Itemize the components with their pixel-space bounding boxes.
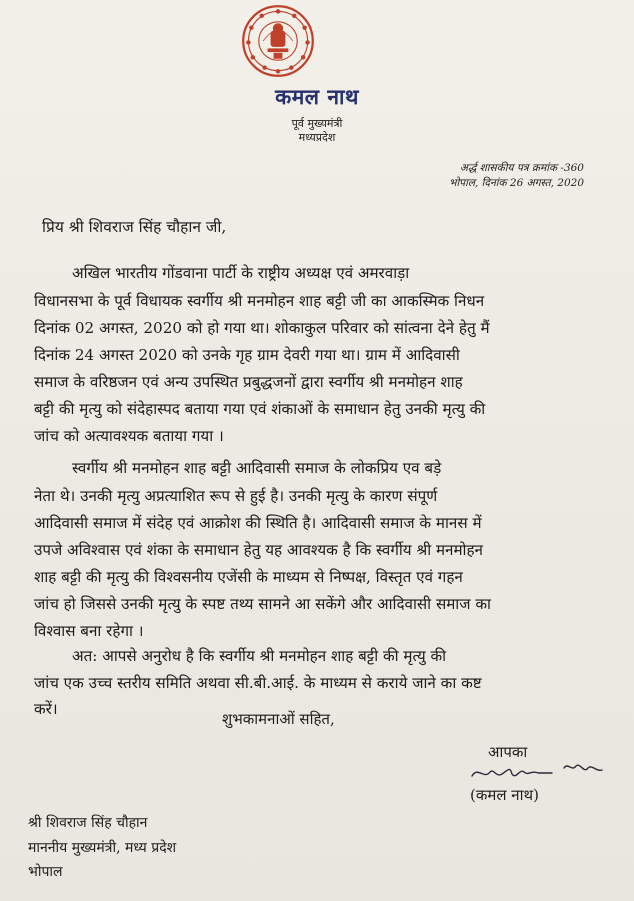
letterhead-designation: पूर्व मुख्यमंत्री [291,117,343,130]
paragraph-1-line: जांच को अत्यावश्यक बताया गया । [34,427,224,445]
paragraph-2-line: नेता थे। उनकी मृत्यु अप्रत्याशित रूप से हुई है। उनकी मृत्यु के कारण संपूर्ण [34,487,438,505]
paragraph-1-line: समाज के वरिष्ठजन एवं अन्य उपस्थित प्रबुद्धजनों द्वारा स्वर्गीय श्री मनमोहन शाह [34,373,463,391]
paragraph-3-line: करें। [34,700,58,718]
paragraph-3-line: अत: आपसे अनुरोध है कि स्वर्गीय श्री मनमोहन शाह बट्टी की मृत्यु की [72,647,447,665]
closing-yours: आपका [488,743,528,761]
paragraph-2-line: शाह बट्टी की मृत्यु की विश्वसनीय एजेंसी के माध्यम से निष्पक्ष, विस्तृत एवं गहन [34,568,463,586]
paragraph-1-line: दिनांक 24 अगस्त 2020 को उनके गृह ग्राम देवरी गया था। ग्राम में आदिवासी [34,346,460,364]
letterhead-state: मध्यप्रदेश [298,131,336,144]
paragraph-2-line: उपजे अविश्वास एवं शंका के समाधान हेतु यह आवश्यक है कि स्वर्गीय श्री मनमोहन [34,541,483,559]
letterhead-name: कमल नाथ [275,85,359,109]
letter-place-date: भोपाल, दिनांक 26 अगस्त, 2020 [449,177,584,189]
paragraph-1-line: बट्टी की मृत्यु को संदेहास्पद बताया गया एवं शंकाओं के समाधान हेतु उनकी मृत्यु की [34,400,486,418]
letter-reference-number: अर्द्ध शासकीय पत्र क्रमांक -360 [459,162,584,174]
paragraph-2-line: जांच हो जिससे उनकी मृत्यु के स्पष्ट तथ्य सामने आ सकेंगे और आदिवासी समाज का [34,595,491,613]
paragraph-1-line: अखिल भारतीय गोंडवाना पार्टी के राष्ट्रीय अध्यक्ष एवं अमरवाड़ा [72,264,410,282]
paragraph-2-line: स्वर्गीय श्री मनमोहन शाह बट्टी आदिवासी समाज के लोकप्रिय एव बड़े [72,459,442,477]
salutation: प्रिय श्री शिवराज सिंह चौहान जी, [42,218,227,236]
addressee-name: श्री शिवराज सिंह चौहान [28,815,148,831]
addressee-city: भोपाल [28,864,63,880]
addressee-designation: माननीय मुख्यमंत्री, मध्य प्रदेश [28,840,177,856]
handwritten-signature [468,758,608,788]
paragraph-3-line: जांच एक उच्च स्तरीय समिति अथवा सी.बी.आई. के माध्यम से कराये जाने का कष्ट [34,674,482,692]
paragraph-2-line: आदिवासी समाज में संदेह एवं आक्रोश की स्थिति है। आदिवासी समाज के मानस में [34,514,482,532]
mp-government-emblem-icon [241,4,315,78]
paragraph-2-line: विश्वास बना रहेगा । [34,622,144,640]
paragraph-1-line: दिनांक 02 अगस्त, 2020 को हो गया था। शोकाकुल परिवार को सांत्वना देने हेतु मैं [34,319,490,337]
signatory-name: (कमल नाथ) [470,786,539,804]
paragraph-1-line: विधानसभा के पूर्व विधायक स्वर्गीय श्री मनमोहन शाह बट्टी जी का आकस्मिक निधन [34,292,485,310]
closing-regards: शुभकामनाओं सहित, [222,710,335,728]
